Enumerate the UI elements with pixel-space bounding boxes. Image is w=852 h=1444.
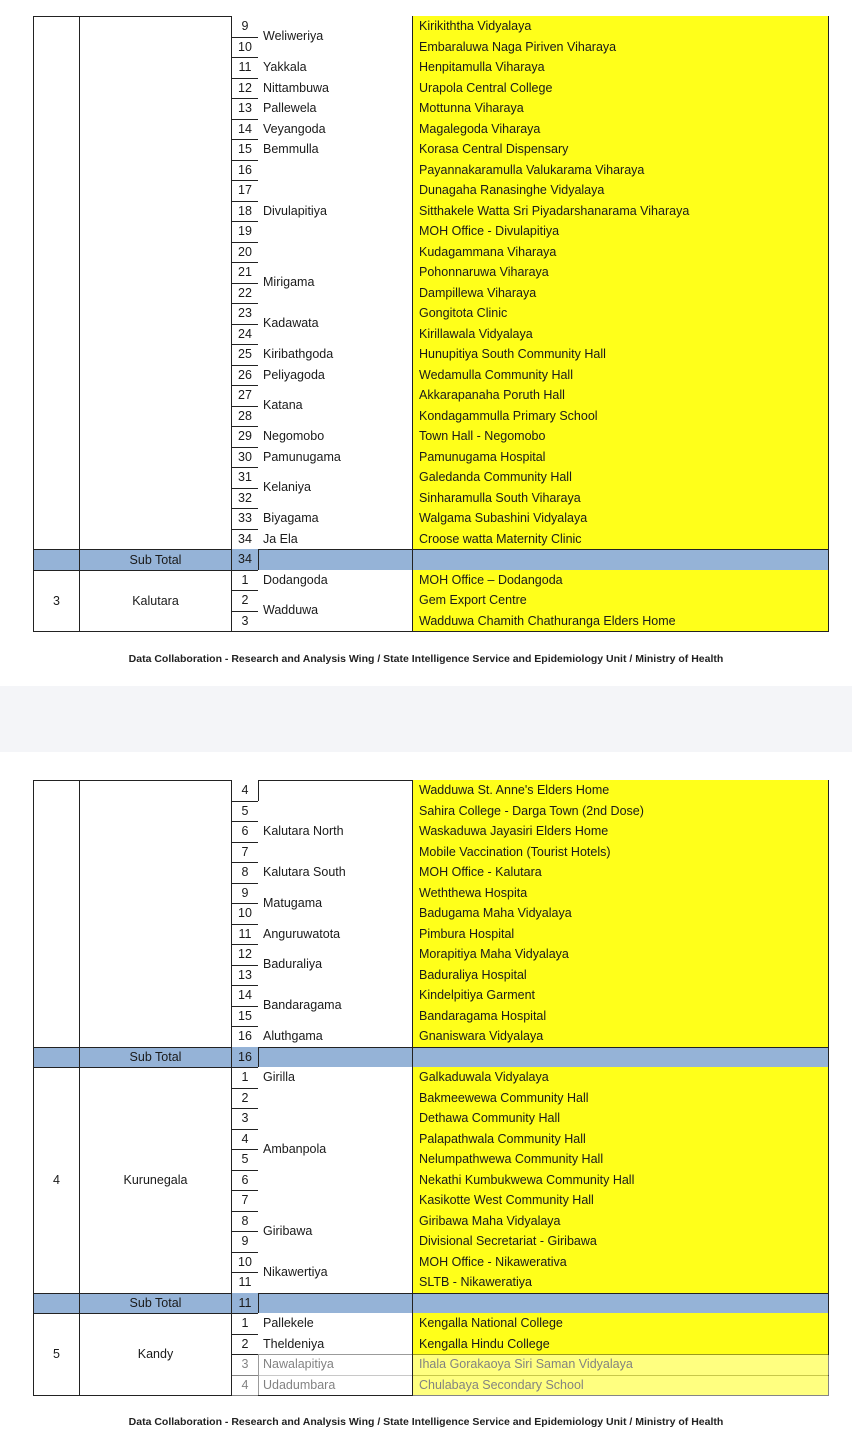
row-number: 18 [231,201,259,223]
row-number: 27 [231,385,259,407]
moh-division: Ambanpola [258,1088,413,1212]
moh-division: Pallewela [258,98,413,120]
vaccination-location: MOH Office – Dodangoda [412,570,829,592]
vaccination-location: Gongitota Clinic [412,303,829,325]
row-number: 6 [231,821,259,843]
row-number: 34 [231,529,259,551]
row-number: 31 [231,467,259,489]
vaccination-location: Nekathi Kumbukwewa Community Hall [412,1170,829,1192]
subtotal-label: Sub Total [79,1047,232,1069]
row-number: 5 [231,1149,259,1171]
district-number-cell [33,780,80,1048]
vaccination-location: Pohonnaruwa Viharaya [412,262,829,284]
row-number: 9 [231,16,259,38]
moh-division: Yakkala [258,57,413,79]
page-separator [0,686,852,752]
row-number: 4 [231,1129,259,1151]
row-number: 3 [231,1354,259,1376]
row-number: 15 [231,139,259,161]
vaccination-location: Chulabaya Secondary School [412,1375,829,1397]
subtotal-blank [412,1047,829,1069]
row-number: 32 [231,488,259,510]
vaccination-location: Kengalla National College [412,1313,829,1335]
row-number: 2 [231,590,259,612]
vaccination-location: Waskaduwa Jayasiri Elders Home [412,821,829,843]
vaccination-location: Dethawa Community Hall [412,1108,829,1130]
moh-division: Baduraliya [258,944,413,986]
row-number: 10 [231,903,259,925]
moh-division: Aluthgama [258,1026,413,1048]
vaccination-location: Gem Export Centre [412,590,829,612]
moh-division: Dodangoda [258,570,413,592]
vaccination-location: Ihala Gorakaoya Siri Saman Vidyalaya [412,1354,829,1376]
moh-division: Giribawa [258,1211,413,1253]
district-number-cell: 3 [33,570,80,633]
moh-division: Mirigama [258,262,413,304]
moh-division: Negomobo [258,426,413,448]
district-name-cell [79,16,232,550]
moh-division: Nittambuwa [258,78,413,100]
district-name-cell: Kandy [79,1313,232,1396]
vaccination-location: Nelumpathwewa Community Hall [412,1149,829,1171]
row-number: 9 [231,1231,259,1253]
moh-division: Kelaniya [258,467,413,509]
row-number: 1 [231,570,259,592]
moh-division: Bandaragama [258,985,413,1027]
vaccination-location: Bandaragama Hospital [412,1006,829,1028]
row-number: 26 [231,365,259,387]
vaccination-location: Henpitamulla Viharaya [412,57,829,79]
vaccination-location: Walgama Subashini Vidyalaya [412,508,829,530]
row-number: 2 [231,1334,259,1356]
vaccination-location: Sitthakele Watta Sri Piyadarshanarama Viharaya [412,201,829,223]
vaccination-location: Kasikotte West Community Hall [412,1190,829,1212]
vaccination-location: Hunupitiya South Community Hall [412,344,829,366]
moh-division: Kadawata [258,303,413,345]
vaccination-location: Dampillewa Viharaya [412,283,829,305]
vaccination-location: Croose watta Maternity Clinic [412,529,829,551]
row-number: 13 [231,98,259,120]
subtotal-value: 11 [231,1293,259,1315]
moh-division: Kalutara North [258,801,413,864]
row-number: 20 [231,242,259,264]
moh-division: Wadduwa [258,590,413,632]
vaccination-location: Magalegoda Viharaya [412,119,829,141]
moh-division: Theldeniya [258,1334,413,1356]
row-number: 11 [231,57,259,79]
row-number: 8 [231,862,259,884]
vaccination-location: Town Hall - Negomobo [412,426,829,448]
vaccination-location: Urapola Central College [412,78,829,100]
vaccination-location: Baduraliya Hospital [412,965,829,987]
subtotal-value: 16 [231,1047,259,1069]
row-number: 8 [231,1211,259,1233]
row-number: 29 [231,426,259,448]
moh-division: Weliweriya [258,16,413,58]
row-number: 4 [231,1375,259,1397]
row-number: 7 [231,842,259,864]
vaccination-location: Mobile Vaccination (Tourist Hotels) [412,842,829,864]
vaccination-location: Dunagaha Ranasinghe Vidyalaya [412,180,829,202]
subtotal-blank [412,1293,829,1315]
subtotal-blank [412,549,829,571]
vaccination-location: Galkaduwala Vidyalaya [412,1067,829,1089]
vaccination-location: Gnaniswara Vidyalaya [412,1026,829,1048]
row-number: 30 [231,447,259,469]
moh-division: Matugama [258,883,413,925]
vaccination-location: Galedanda Community Hall [412,467,829,489]
vaccination-location: Divisional Secretariat - Giribawa [412,1231,829,1253]
subtotal-label: Sub Total [79,549,232,571]
moh-division: Divulapitiya [258,160,413,264]
vaccination-location: Akkarapanaha Poruth Hall [412,385,829,407]
vaccination-location: MOH Office - Kalutara [412,862,829,884]
vaccination-location: Kindelpitiya Garment [412,985,829,1007]
vaccination-location: MOH Office - Divulapitiya [412,221,829,243]
row-number: 9 [231,883,259,905]
subtotal-label: Sub Total [79,1293,232,1315]
district-number-cell [33,16,80,550]
vaccination-location: Kirikiththa Vidyalaya [412,16,829,38]
moh-division: Nawalapitiya [258,1354,413,1376]
row-number: 11 [231,924,259,946]
vaccination-location: Palapathwala Community Hall [412,1129,829,1151]
district-name-cell: Kurunegala [79,1067,232,1294]
row-number: 17 [231,180,259,202]
row-number: 3 [231,611,259,633]
vaccination-location: Kondagammulla Primary School [412,406,829,428]
vaccination-location: Weththewa Hospita [412,883,829,905]
row-number: 2 [231,1088,259,1110]
row-number: 11 [231,1272,259,1294]
vaccination-location: Pamunugama Hospital [412,447,829,469]
page-footer: Data Collaboration - Research and Analysis Wing / State Intelligence Service and Epidemiology Unit / Ministry of Health [128,653,724,665]
row-number: 7 [231,1190,259,1212]
moh-division: Pamunugama [258,447,413,469]
moh-division: Veyangoda [258,119,413,141]
subtotal-blank [258,1047,413,1069]
subtotal-blank [258,549,413,571]
moh-division: Bemmulla [258,139,413,161]
vaccination-location: Kirillawala Vidyalaya [412,324,829,346]
vaccination-location: Payannakaramulla Valukarama Viharaya [412,160,829,182]
row-number: 24 [231,324,259,346]
page-1 [0,0,852,686]
vaccination-location: Kudagammana Viharaya [412,242,829,264]
vaccination-location: Bakmeewewa Community Hall [412,1088,829,1110]
vaccination-location: Wadduwa St. Anne's Elders Home [412,780,829,802]
moh-division: Kalutara South [258,862,413,884]
row-number: 3 [231,1108,259,1130]
page-footer: Data Collaboration - Research and Analysis Wing / State Intelligence Service and Epidemiology Unit / Ministry of Health [128,1416,724,1428]
vaccination-location: MOH Office - Nikawerativa [412,1252,829,1274]
vaccination-location: Sinharamulla South Viharaya [412,488,829,510]
vaccination-location: Morapitiya Maha Vidyalaya [412,944,829,966]
vaccination-location: Wedamulla Community Hall [412,365,829,387]
row-number: 1 [231,1313,259,1335]
row-number: 21 [231,262,259,284]
vaccination-location: Kengalla Hindu College [412,1334,829,1356]
row-number: 12 [231,944,259,966]
vaccination-location: Giribawa Maha Vidyalaya [412,1211,829,1233]
row-number: 33 [231,508,259,530]
vaccination-location: Wadduwa Chamith Chathuranga Elders Home [412,611,829,633]
row-number: 25 [231,344,259,366]
district-number-cell: 5 [33,1313,80,1396]
row-number: 15 [231,1006,259,1028]
row-number: 12 [231,78,259,100]
row-number: 16 [231,1026,259,1048]
vaccination-location: Mottunna Viharaya [412,98,829,120]
district-number-cell: 4 [33,1067,80,1294]
vaccination-location: Embaraluwa Naga Piriven Viharaya [412,37,829,59]
moh-division: Ja Ela [258,529,413,551]
moh-division: Anguruwatota [258,924,413,946]
row-number: 10 [231,1252,259,1274]
row-number: 14 [231,985,259,1007]
row-number: 10 [231,37,259,59]
vaccination-location: Pimbura Hospital [412,924,829,946]
vaccination-location: SLTB - Nikaweratiya [412,1272,829,1294]
moh-division: Nikawertiya [258,1252,413,1294]
vaccination-location: Badugama Maha Vidyalaya [412,903,829,925]
row-number: 5 [231,801,259,823]
row-number: 1 [231,1067,259,1089]
row-number: 23 [231,303,259,325]
subtotal-value: 34 [231,549,259,571]
row-number: 13 [231,965,259,987]
moh-division: Kiribathgoda [258,344,413,366]
vaccination-location: Korasa Central Dispensary [412,139,829,161]
moh-division: Udadumbara [258,1375,413,1397]
moh-division: Girilla [258,1067,413,1089]
subtotal-blank [258,1293,413,1315]
moh-division: Peliyagoda [258,365,413,387]
row-number: 14 [231,119,259,141]
page-2 [0,752,852,1444]
moh-division: Katana [258,385,413,427]
moh-division: Pallekele [258,1313,413,1335]
district-name-cell [79,780,232,1048]
row-number: 28 [231,406,259,428]
row-number: 19 [231,221,259,243]
row-number: 4 [231,780,259,802]
moh-division: Biyagama [258,508,413,530]
district-name-cell: Kalutara [79,570,232,633]
row-number: 22 [231,283,259,305]
row-number: 16 [231,160,259,182]
vaccination-location: Sahira College - Darga Town (2nd Dose) [412,801,829,823]
row-number: 6 [231,1170,259,1192]
